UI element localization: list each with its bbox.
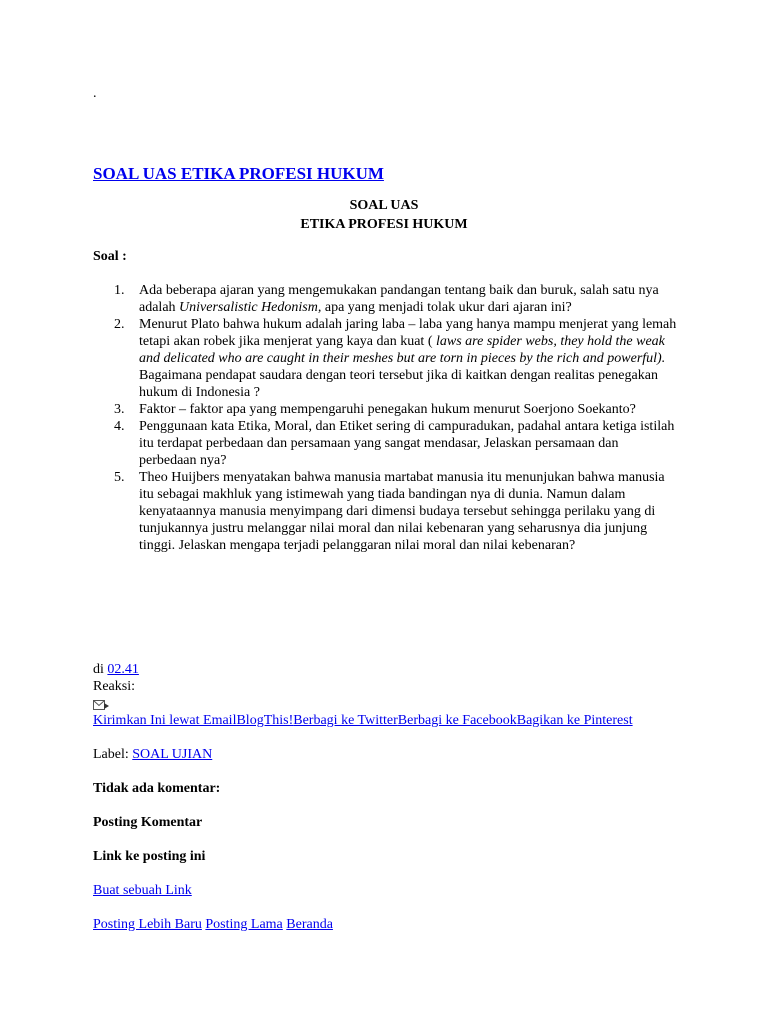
question-text: Faktor – faktor apa yang mempengaruhi penegakan hukum menurut Soerjono Soekanto? xyxy=(139,402,636,417)
question-number: 5. xyxy=(114,470,125,485)
share-email-link[interactable]: Kirimkan Ini lewat Email xyxy=(93,713,237,728)
post-labels xyxy=(93,746,212,763)
list-item xyxy=(93,418,678,469)
blog-pager xyxy=(93,916,333,933)
list-item xyxy=(93,316,678,401)
question-text: Penggunaan kata Etika, Moral, dan Etiket sering di campuradukan, padahal antara ketiga istilah itu terdapat perbedaan dan persamaan yang sangat mendasar, Jelaskan persamaan dan perbedaan nya? xyxy=(139,419,675,468)
list-item xyxy=(93,401,678,418)
no-comments-heading: Tidak ada komentar: xyxy=(93,781,221,796)
timestamp-link[interactable]: 02.41 xyxy=(107,662,139,677)
heading-line-1: SOAL UAS xyxy=(349,198,419,213)
label-link-soal-ujian[interactable]: SOAL UJIAN xyxy=(132,747,213,762)
list-item xyxy=(93,469,678,554)
share-links xyxy=(93,712,693,729)
post-timestamp xyxy=(93,661,139,678)
question-list xyxy=(93,282,678,554)
question-text-italic: laws are spider webs, they hold the weak and delicated who are caught in their meshes but are torn in pieces by the rich and powerful). xyxy=(139,334,666,366)
create-link-row xyxy=(93,882,192,899)
newer-post-link[interactable]: Posting Lebih Baru xyxy=(93,917,202,932)
question-text-tail: Bagaimana pendapat saudara dengan teori tersebut jika di kaitkan dengan realitas penegakan hukum di Indonesia ? xyxy=(139,368,658,400)
question-text: Menurut Plato bahwa hukum adalah jaring laba – laba yang hanya mampu menjerat yang lemah tetapi akan robek jika menjerat yang kaya dan kuat ( xyxy=(139,317,677,349)
question-text: Theo Huijbers menyatakan bahwa manusia martabat manusia itu menunjukan bahwa manusia itu sebagai makhluk yang istimewah yang tiada bandingan nya di dunia. Namun dalam kenyataannya manusia menyimpang dari dimensi budaya tersebut sehingga perilaku yang di tunjukannya justru melanggar nilai moral dan nilai kebenaran yang seharusnya dia junjung tinggi. Jelaskan mengapa terjadi pelanggaran nilai moral dan nilai kebenaran? xyxy=(139,470,665,553)
leading-dot: . xyxy=(93,86,97,101)
question-number: 1. xyxy=(114,283,125,298)
email-share-icon-graphic xyxy=(93,700,110,711)
post-comment-heading: Posting Komentar xyxy=(93,815,203,830)
link-to-post-heading: Link ke posting ini xyxy=(93,849,206,864)
list-item xyxy=(93,282,678,316)
question-number: 3. xyxy=(114,402,125,417)
reactions-label: Reaksi: xyxy=(93,679,135,694)
create-link[interactable]: Buat sebuah Link xyxy=(93,883,192,898)
soal-label: Soal : xyxy=(93,249,127,264)
share-twitter-link[interactable]: Berbagi ke Twitter xyxy=(293,713,398,728)
question-text-tail: apa yang menjadi tolak ukur dari ajaran ini? xyxy=(321,300,572,315)
post-title-link[interactable]: SOAL UAS ETIKA PROFESI HUKUM xyxy=(93,164,384,183)
label-prefix: Label: xyxy=(93,747,133,762)
share-facebook-link[interactable]: Berbagi ke Facebook xyxy=(397,713,517,728)
heading-line-2: ETIKA PROFESI HUKUM xyxy=(300,217,468,232)
older-post-link[interactable]: Posting Lama xyxy=(205,917,283,932)
timestamp-prefix: di xyxy=(93,662,108,677)
share-pinterest-link[interactable]: Bagikan ke Pinterest xyxy=(516,713,633,728)
share-blogthis-link[interactable]: BlogThis! xyxy=(236,713,294,728)
question-text: Ada beberapa ajaran yang mengemukakan pandangan tentang baik dan buruk, salah satu nya adalah xyxy=(139,283,659,315)
question-text-italic: Universalistic Hedonism, xyxy=(179,300,322,315)
question-number: 2. xyxy=(114,317,125,332)
home-link[interactable]: Beranda xyxy=(286,917,333,932)
question-number: 4. xyxy=(114,419,125,434)
